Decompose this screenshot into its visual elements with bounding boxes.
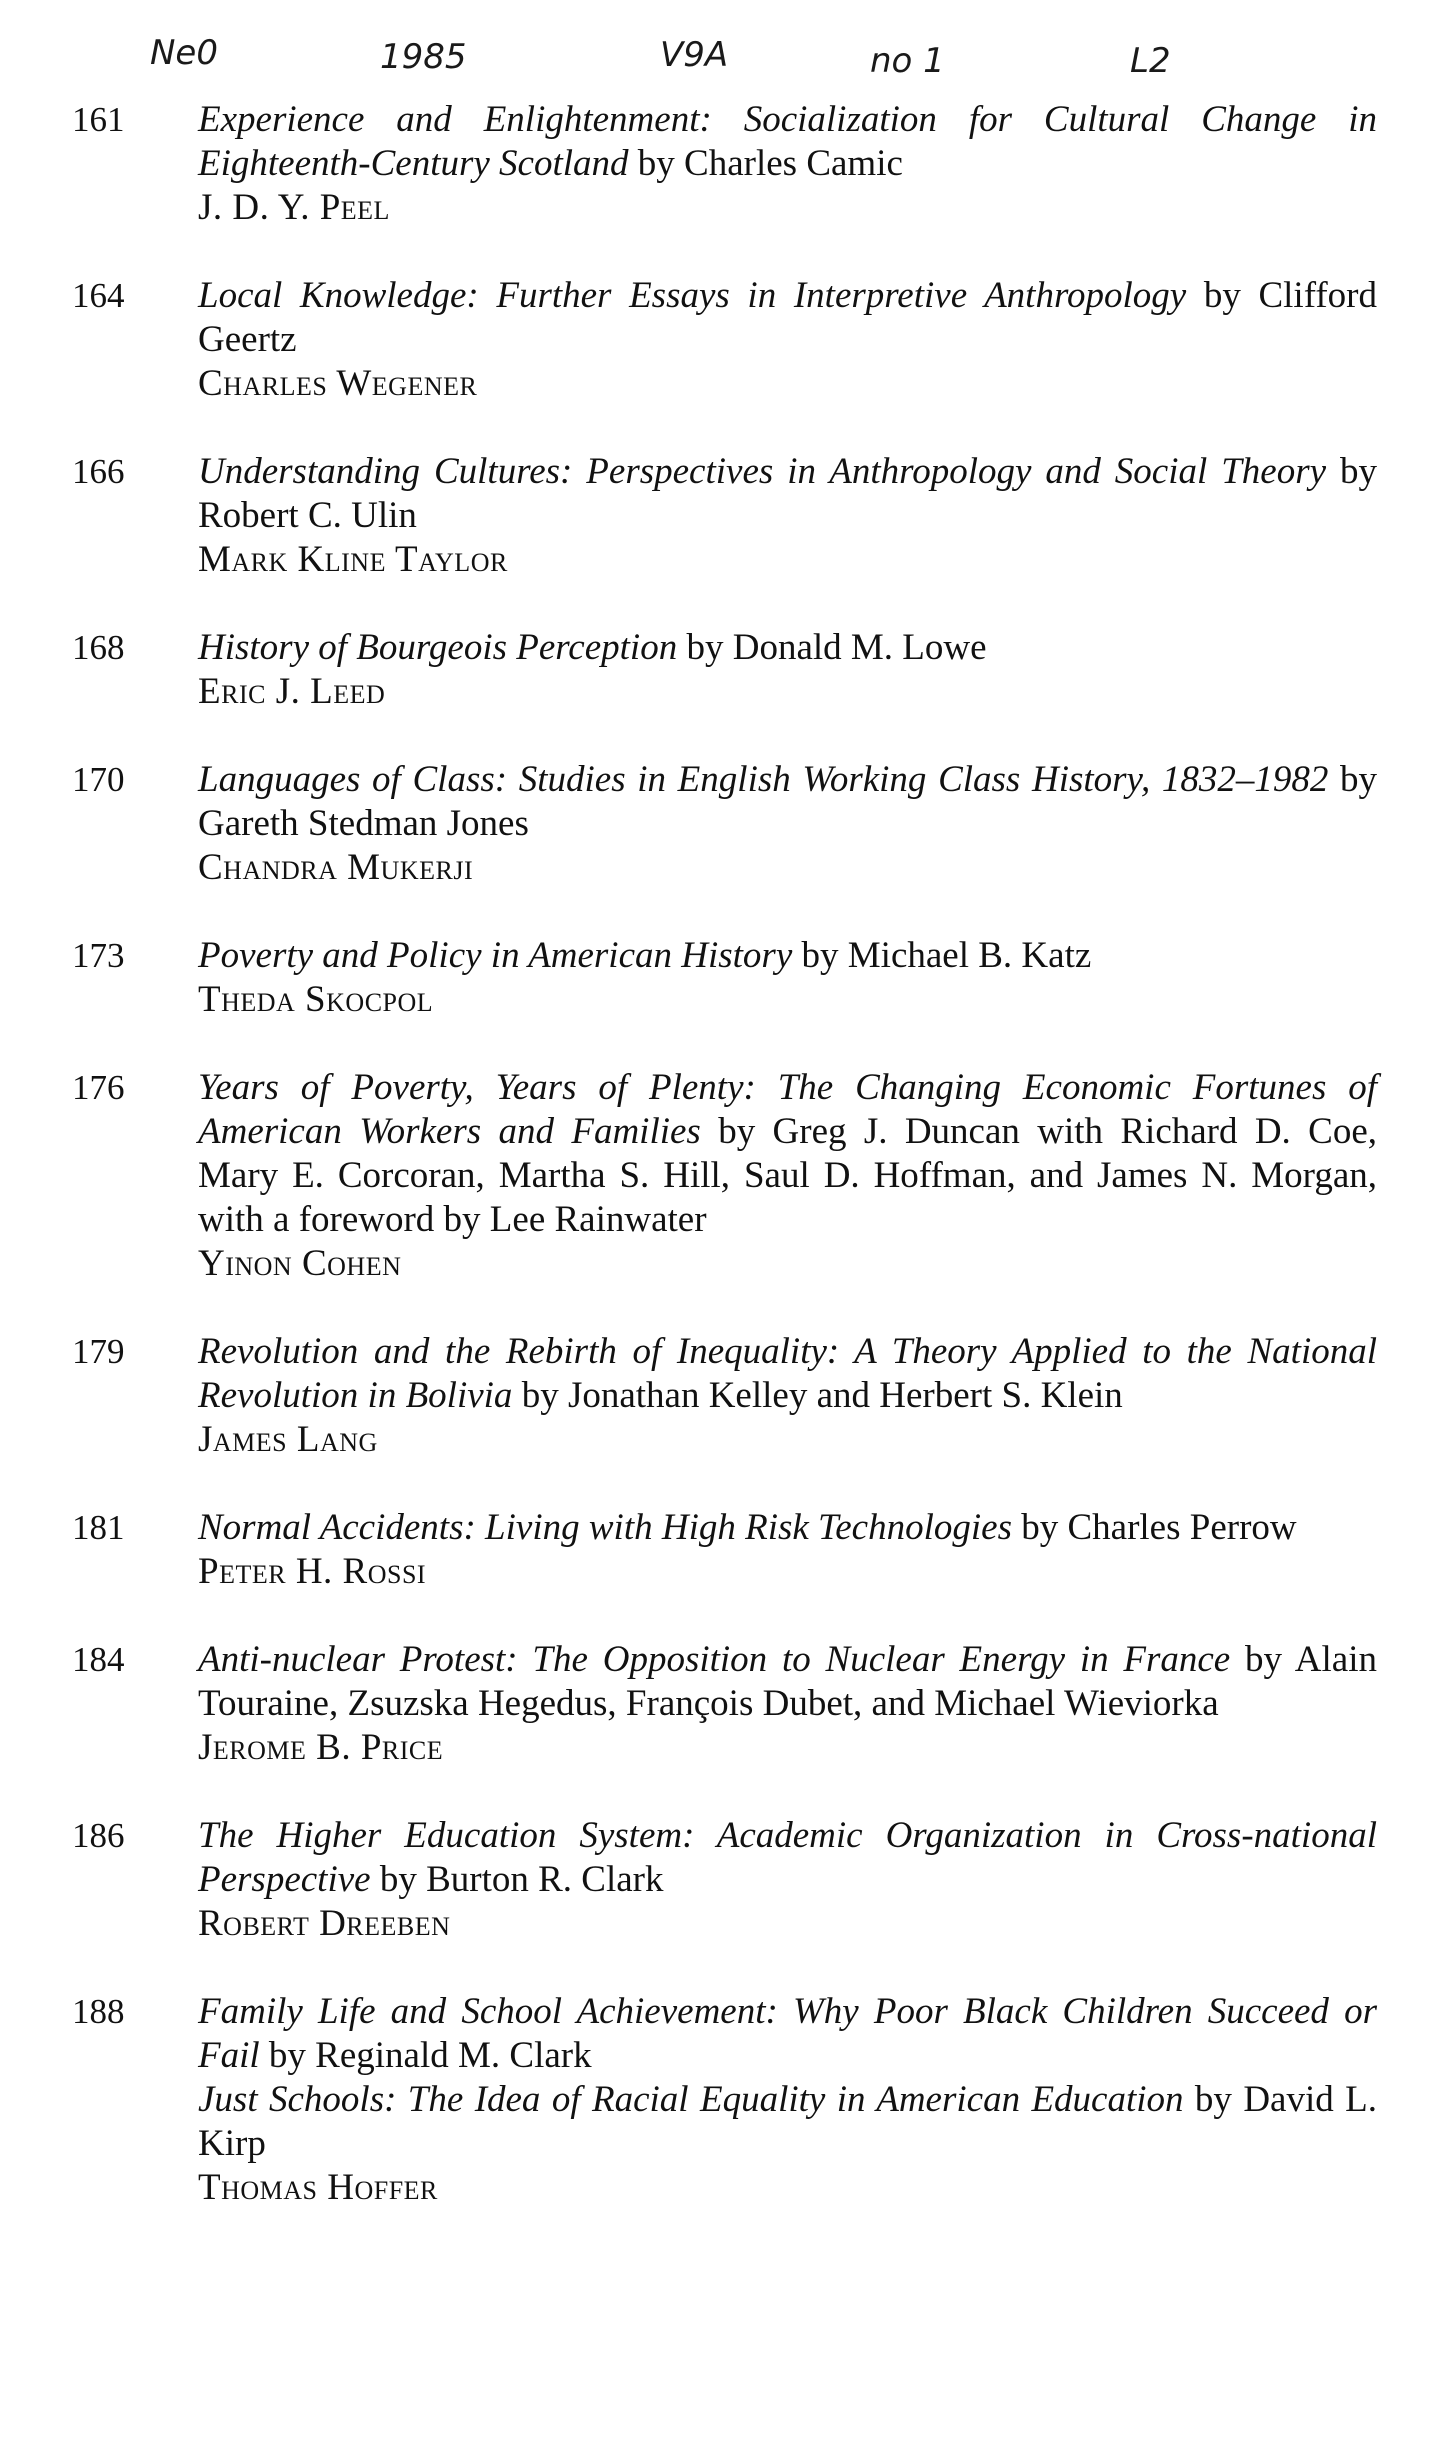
entry-body (198, 1990, 1377, 2210)
book-citation (198, 934, 1377, 978)
book-title: Family Life and School Achievement: Why Poor Black Children Succeed or Fail (198, 1991, 1377, 2076)
handwritten-annotation-graphic (140, 14, 1280, 94)
book-title: Just Schools: The Idea of Racial Equality in American Education (198, 2079, 1184, 2120)
page-number: 186 (72, 1816, 125, 1855)
book-title: Anti-nuclear Protest: The Opposition to Nuclear Energy in France (198, 1639, 1231, 1680)
handwritten-segment: Ne0 (150, 33, 218, 73)
review-entry (72, 1066, 1377, 1286)
book-citation (198, 1506, 1377, 1550)
book-citation (198, 1990, 1377, 2078)
review-entry (72, 934, 1377, 1022)
book-title: History of Bourgeois Perception (198, 627, 678, 668)
book-title: The Higher Education System: Academic Organization in Cross-national Perspective (198, 1815, 1377, 1900)
book-citation (198, 274, 1377, 362)
entry-body (198, 758, 1377, 890)
page-number: 176 (72, 1068, 125, 1107)
reviewer-name: Chandra Mukerji (198, 847, 474, 888)
book-citation (198, 98, 1377, 186)
book-author: by Michael B. Katz (792, 935, 1092, 976)
book-citation (198, 1638, 1377, 1726)
book-title: Local Knowledge: Further Essays in Interpretive Anthropology (198, 275, 1187, 316)
book-author: by Reginald M. Clark (259, 2035, 592, 2076)
book-author: by Alain Touraine, Zsuzska Hegedus, François Dubet, and Michael Wieviorka (198, 1639, 1377, 1724)
book-author: by Greg J. Duncan with Richard D. Coe, Mary E. Corcoran, Martha S. Hill, Saul D. Hoffman, and James N. Morgan, with a foreword by Lee Rainwater (198, 1111, 1378, 1240)
reviewer-name: J. D. Y. Peel (198, 187, 390, 228)
reviewer-name: Yinon Cohen (198, 1243, 402, 1284)
review-entry (72, 450, 1377, 582)
entry-body (198, 274, 1377, 406)
review-entry (72, 98, 1377, 230)
page-number: 181 (72, 1508, 125, 1547)
book-title: Poverty and Policy in American History (198, 935, 793, 976)
reviewer-name: Jerome B. Price (198, 1727, 444, 1768)
reviewer-name: Thomas Hoffer (198, 2167, 438, 2208)
reviewer-name: Eric J. Leed (198, 671, 386, 712)
book-citation (198, 1814, 1377, 1902)
reviewer-name: Peter H. Rossi (198, 1551, 427, 1592)
entry-body (198, 934, 1377, 1022)
review-entry (72, 758, 1377, 890)
reviewer-name: James Lang (198, 1419, 378, 1460)
book-author: by Donald M. Lowe (677, 627, 987, 668)
entry-body (198, 450, 1377, 582)
reviewer-name: Mark Kline Taylor (198, 539, 508, 580)
book-title: Years of Poverty, Years of Plenty: The Changing Economic Fortunes of American Workers and Families (198, 1067, 1377, 1152)
page-number: 164 (72, 276, 125, 315)
book-author: by Jonathan Kelley and Herbert S. Klein (512, 1375, 1123, 1416)
book-author: by Charles Camic (628, 143, 903, 184)
book-author: by Clifford Geertz (198, 275, 1377, 360)
handwritten-segment: no 1 (870, 41, 945, 81)
entry-body (198, 1506, 1377, 1594)
entry-body (198, 98, 1377, 230)
entry-body (198, 1330, 1377, 1462)
page-number: 168 (72, 628, 125, 667)
handwritten-segment: L2 (1130, 41, 1171, 81)
book-citation (198, 1066, 1377, 1242)
reviewer-name: Theda Skocpol (198, 979, 434, 1020)
book-title: Experience and Enlightenment: Socialization for Cultural Change in Eighteenth-Century Scotland (198, 99, 1377, 184)
book-author: by Charles Perrow (1011, 1507, 1297, 1548)
entry-body (198, 1638, 1377, 1770)
entry-body (198, 1066, 1377, 1286)
page-number: 170 (72, 760, 125, 799)
book-title: Understanding Cultures: Perspectives in Anthropology and Social Theory (198, 451, 1327, 492)
book-author: by Robert C. Ulin (198, 451, 1377, 536)
book-citation (198, 1330, 1377, 1418)
book-title: Revolution and the Rebirth of Inequality: A Theory Applied to the National Revolution in Bolivia (198, 1331, 1377, 1416)
review-entry (72, 1330, 1377, 1462)
review-entry (72, 1990, 1377, 2210)
handwritten-annotation (140, 14, 1280, 94)
page-number: 184 (72, 1640, 125, 1679)
book-title: Normal Accidents: Living with High Risk Technologies (198, 1507, 1012, 1548)
book-citation (198, 2078, 1377, 2166)
review-entry (72, 1638, 1377, 1770)
review-entry (72, 626, 1377, 714)
page-number: 179 (72, 1332, 125, 1371)
handwritten-segment: V9A (660, 35, 729, 75)
page-number: 166 (72, 452, 125, 491)
book-citation (198, 450, 1377, 538)
reviewer-name: Charles Wegener (198, 363, 478, 404)
page-number: 173 (72, 936, 125, 975)
handwritten-segment: 1985 (380, 37, 467, 77)
book-review-listing (72, 98, 1377, 2254)
entry-body (198, 1814, 1377, 1946)
review-entry (72, 1506, 1377, 1594)
page-number: 188 (72, 1992, 125, 2031)
book-citation (198, 758, 1377, 846)
entry-body (198, 626, 1377, 714)
book-title: Languages of Class: Studies in English Working Class History, 1832–1982 (198, 759, 1329, 800)
reviewer-name: Robert Dreeben (198, 1903, 451, 1944)
book-author: by Gareth Stedman Jones (198, 759, 1378, 844)
review-entry (72, 1814, 1377, 1946)
book-author: by David L. Kirp (198, 2079, 1377, 2164)
page-number: 161 (72, 100, 125, 139)
book-author: by Burton R. Clark (370, 1859, 664, 1900)
book-citation (198, 626, 1377, 670)
review-entry (72, 274, 1377, 406)
